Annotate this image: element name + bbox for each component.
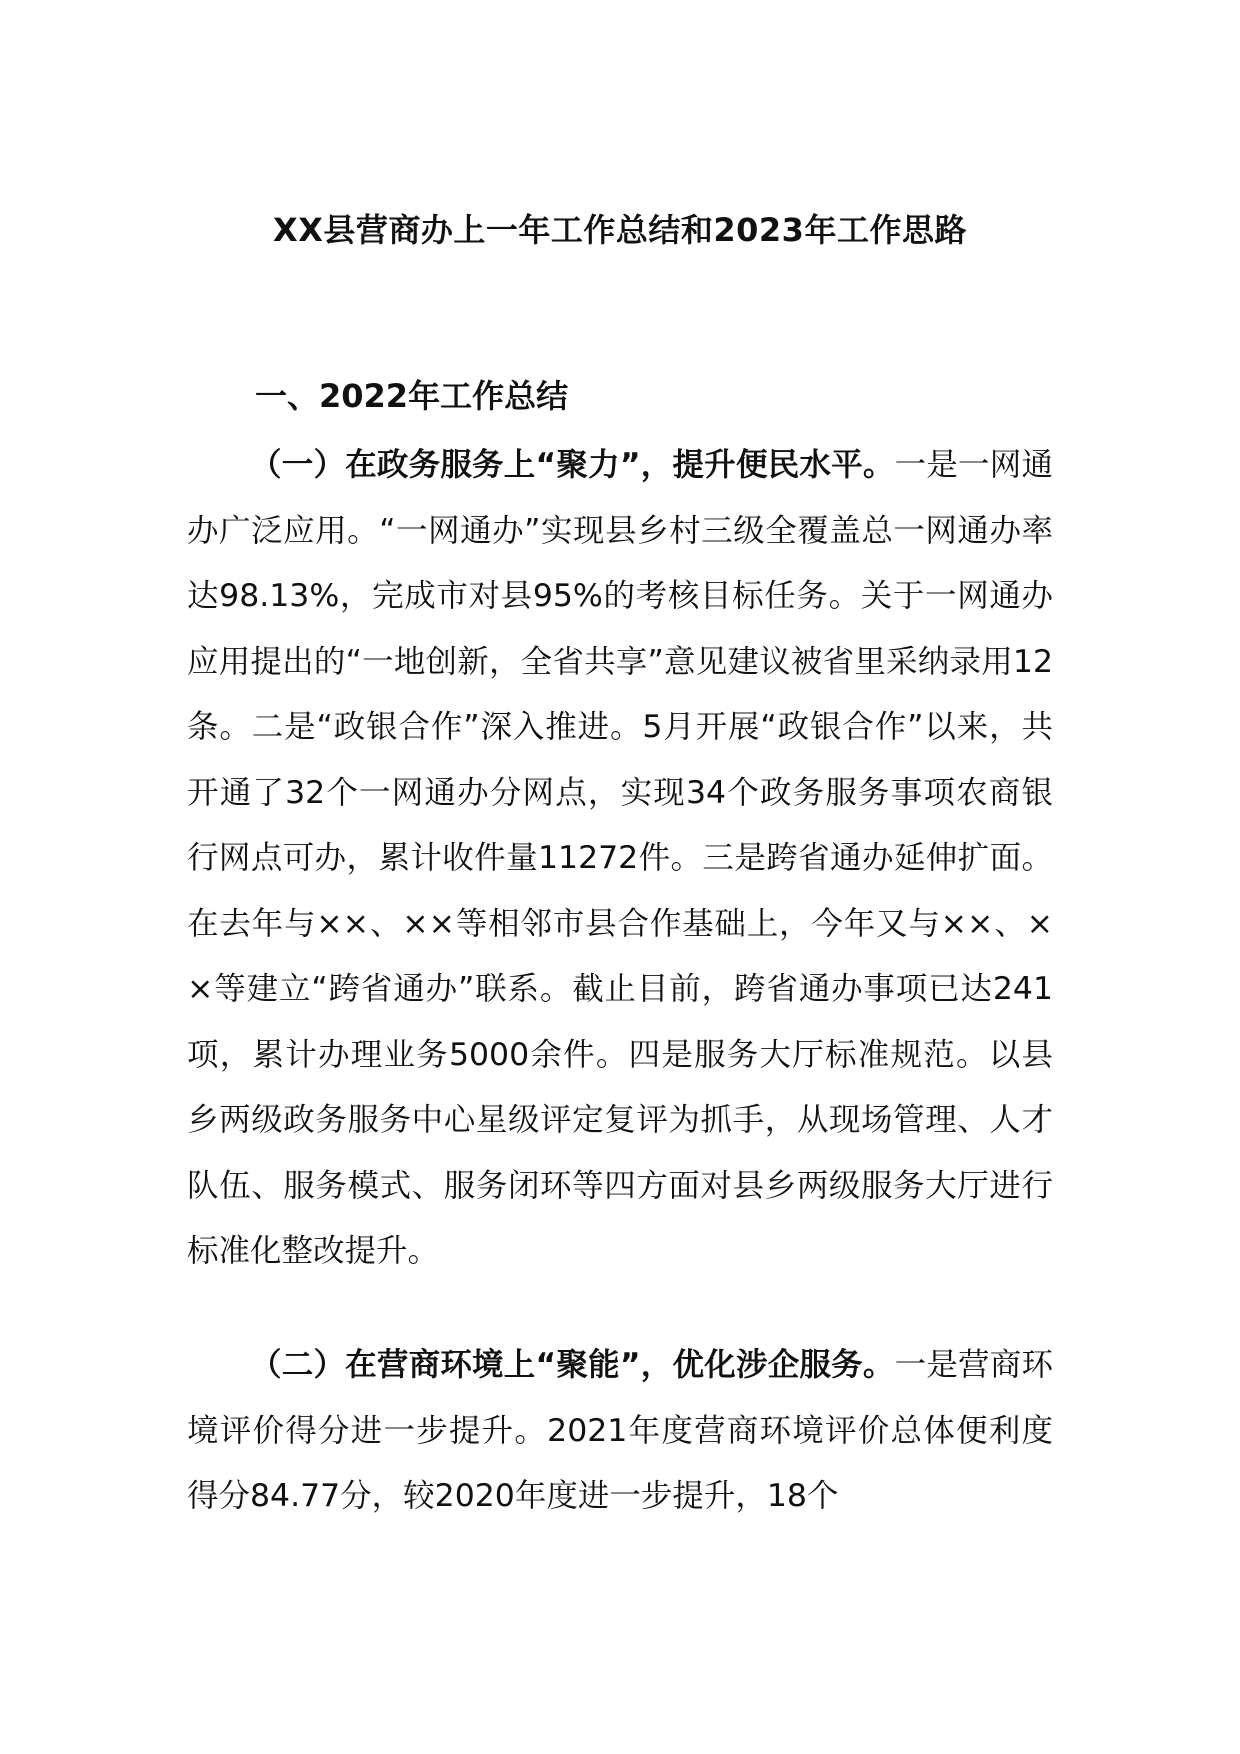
- paragraph-2-heading: （二）在营商环境上“聚能”，优化涉企服务。: [250, 1347, 895, 1383]
- document-title: XX县营商办上一年工作总结和2023年工作思路: [273, 211, 967, 249]
- paragraph-1-body: 一是一网通办广泛应用。“一网通办”实现县乡村三级全覆盖总一网通办率达98.13%，完成市对县95%的考核目标任务。关于一网通办应用提出的“一地创新，全省共享”意见建议被省里采纳录用12条。二是“政银合作”深入推进。5月开展“政银合作”以来，共开通了32个一网通办分网点，实现34个政务服务事项农商银行网点可办，累计收件量11272件。三是跨省通办延伸扩面。在去年与××、××等相邻市县合作基础上，今年又与××、××等建立“跨省通办”联系。截止目前，跨省通办事项已达241项，累计办理业务5000余件。四是服务大厅标准规范。以县乡两级政务服务中心星级评定复评为抓手，从现场管理、人才队伍、服务模式、服务闭环等四方面对县乡两级服务大厅进行标准化整改提升。: [187, 447, 1053, 1269]
- paragraph-1-heading: （一）在政务服务上“聚力”，提升便民水平。: [250, 447, 895, 483]
- paragraph-2-body: 一是营商环境评价得分进一步提升。2021年度营商环境评价总体便利度得分84.77分，较2020年度进一步提升，18个: [187, 1347, 1053, 1514]
- paragraph-2: [187, 1333, 1053, 1530]
- paragraph-1: [187, 433, 1053, 1285]
- section-heading: 一、2022年工作总结: [255, 377, 569, 415]
